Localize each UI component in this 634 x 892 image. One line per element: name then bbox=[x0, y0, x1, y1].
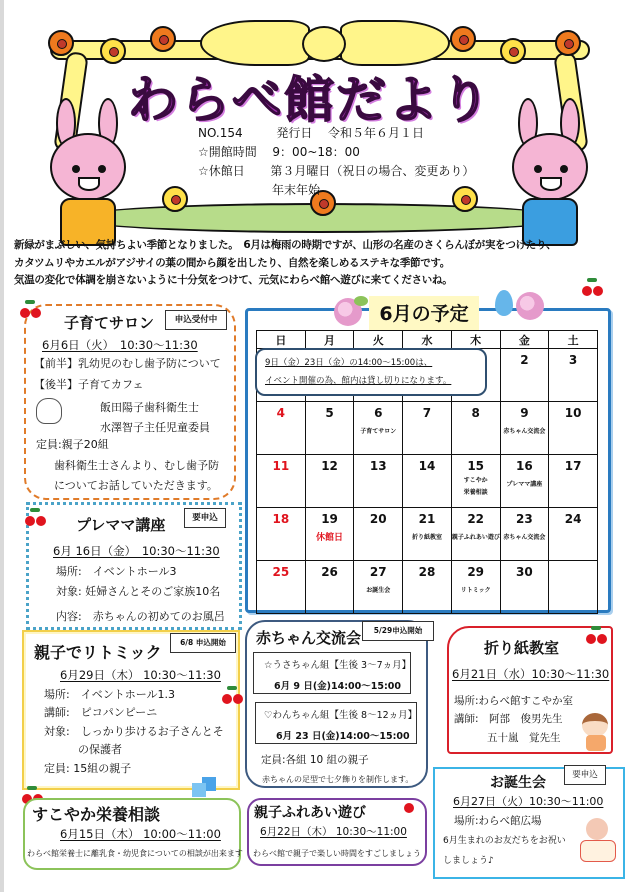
calendar-day-number: 15 bbox=[467, 459, 485, 473]
calendar-day-number: 24 bbox=[564, 512, 582, 526]
calendar-day-number: 29 bbox=[467, 565, 485, 579]
weekday-mon: 月 bbox=[305, 331, 354, 349]
weekday-wed: 水 bbox=[403, 331, 452, 349]
rhythmic-target: 対象: しっかり歩けるお子さんとそ bbox=[44, 725, 224, 738]
wan-group-date: 6月 23 日(金)14:00～15:00 bbox=[276, 731, 410, 742]
cherry-icon bbox=[586, 626, 608, 644]
salon-description: 歯科衛生士さんより、むし歯予防 bbox=[54, 459, 219, 472]
calendar-day-number: 21 bbox=[418, 512, 436, 526]
calendar-event: すこやか bbox=[463, 477, 488, 484]
calendar-day-number bbox=[549, 561, 597, 565]
nutrition-description: わらべ館栄養士に離乳食・幼児食についての相談が出来ます bbox=[27, 849, 243, 858]
calendar-day-number: 30 bbox=[516, 565, 533, 579]
salon-lecturer: 飯田陽子歯科衛生士 bbox=[100, 401, 199, 414]
hours-label: ☆開館時間 bbox=[198, 145, 257, 159]
calendar-day-cell bbox=[451, 402, 500, 455]
calendar-day-cell bbox=[451, 508, 500, 561]
flower-icon bbox=[100, 38, 126, 64]
nutrition-date: 6月15日（木） 10:00～11:00 bbox=[60, 827, 221, 841]
calendar-day-cell bbox=[500, 561, 549, 614]
bunny-cake-illustration bbox=[578, 814, 618, 866]
salon-title: 子育てサロン bbox=[64, 314, 155, 332]
calendar-day-number: 14 bbox=[418, 459, 436, 473]
calendar-day-cell bbox=[403, 508, 452, 561]
cherry-icon bbox=[582, 278, 604, 296]
calendar-week-row bbox=[257, 402, 598, 455]
issue-date-label: 発行日 bbox=[276, 126, 313, 140]
calendar-day-cell bbox=[257, 561, 306, 614]
intro-message bbox=[14, 237, 624, 290]
flower-icon bbox=[555, 30, 581, 56]
calendar-day-number: 11 bbox=[272, 459, 290, 473]
issue-number: NO.154 bbox=[198, 126, 243, 140]
calendar-day-cell bbox=[549, 561, 598, 614]
calendar-day-cell bbox=[500, 508, 549, 561]
calendar-day-number: 8 bbox=[471, 406, 480, 420]
rhythmic-target-2: の保護者 bbox=[78, 743, 122, 756]
premama-target: 対象: 妊婦さんとそのご家族10名 bbox=[56, 585, 221, 598]
calendar-day-number: 12 bbox=[321, 459, 338, 473]
weekday-sat: 土 bbox=[549, 331, 598, 349]
parent-child-play-title: 親子ふれあい遊び bbox=[254, 805, 366, 821]
calendar-day-cell bbox=[549, 402, 598, 455]
salon-tag: 申込受付中 bbox=[165, 310, 227, 330]
calendar-event: 休館日 bbox=[316, 533, 344, 543]
calendar-day-cell bbox=[354, 455, 403, 508]
wan-group-name: ♡わんちゃん組【生後 8～12ヵ月】 bbox=[264, 710, 418, 721]
premama-place: 場所: イベントホール3 bbox=[56, 565, 177, 578]
weekday-sun: 日 bbox=[257, 331, 306, 349]
calendar-day-cell bbox=[305, 508, 354, 561]
salon-date: 6月6日（火） 10:30～11:30 bbox=[42, 338, 198, 352]
salon-capacity: 定員:親子20組 bbox=[36, 438, 109, 451]
closed-days-2: 年末年始 bbox=[272, 183, 321, 197]
calendar-day-number: 20 bbox=[369, 512, 387, 526]
salon-lecturer: 水澤智子主任児童委員 bbox=[100, 421, 210, 434]
origami-teacher-2: 五十嵐 覚先生 bbox=[487, 732, 561, 744]
issue-date: 令和５年６月１日 bbox=[327, 126, 424, 140]
calendar-day-cell bbox=[549, 349, 598, 402]
calendar-day-cell bbox=[549, 455, 598, 508]
calendar-day-number: 7 bbox=[422, 406, 432, 420]
header-banner bbox=[20, 8, 620, 230]
calendar-event: 赤ちゃん交流会 bbox=[503, 428, 546, 435]
calendar-day-number: 25 bbox=[272, 565, 290, 579]
calendar-day-number: 26 bbox=[321, 565, 338, 579]
dancing-kids-illustration bbox=[190, 757, 230, 797]
calendar-notice-line: 9日（金）23日（金）の14:00～15:00は、 bbox=[265, 358, 433, 368]
closed-days: 第３月曜日（祝日の場合、変更あり） bbox=[270, 164, 475, 178]
calendar-day-number: 10 bbox=[564, 406, 582, 420]
girl-illustration bbox=[578, 713, 612, 753]
cherry-icon bbox=[20, 300, 42, 318]
calendar-title: 6月の予定 bbox=[369, 296, 479, 330]
newsletter-title: わらべ館だより bbox=[128, 71, 492, 129]
intro-line: 新緑がまぶしい、気持ちよい季節となりました。 6月は梅雨の時期ですが、山形の名産のさくらんぼが実をつけたり、 bbox=[14, 239, 557, 251]
issue-info bbox=[198, 124, 474, 200]
calendar-day-cell bbox=[305, 402, 354, 455]
baby-exchange-title: 赤ちゃん交流会 bbox=[256, 629, 362, 647]
weekday-thu: 木 bbox=[451, 331, 500, 349]
calendar-day-cell bbox=[354, 561, 403, 614]
calendar-event: プレママ講座 bbox=[506, 481, 543, 488]
calendar-event: リトミック bbox=[460, 587, 491, 594]
birthday-place: 場所:わらべ館広場 bbox=[454, 815, 542, 827]
rhythmic-place: 場所: イベントホール1.3 bbox=[44, 688, 175, 701]
salon-second-half: 【後半】子育てカフェ bbox=[34, 378, 144, 391]
calendar-day-cell bbox=[257, 508, 306, 561]
hydrangea-icon bbox=[516, 292, 544, 320]
premama-tag: 要申込 bbox=[184, 508, 226, 528]
calendar-day-number: 4 bbox=[276, 406, 286, 420]
opening-hours: 9：00~18：00 bbox=[272, 145, 360, 159]
calendar-day-number: 6 bbox=[374, 406, 383, 420]
usa-group-name: ☆うさちゃん組【生後 3～7ヵ月】 bbox=[264, 660, 412, 671]
flower-icon bbox=[162, 186, 188, 212]
baby-exchange-capacity: 定員:各組 10 組の親子 bbox=[261, 754, 369, 766]
rhythmic-title: 親子でリトミック bbox=[34, 643, 162, 662]
calendar-day-cell bbox=[257, 455, 306, 508]
calendar-day-cell bbox=[500, 349, 549, 402]
calendar-week-row bbox=[257, 561, 598, 614]
origami-teacher: 講師: 阿部 俊男先生 bbox=[454, 713, 563, 725]
calendar-day-number: 28 bbox=[418, 565, 436, 579]
flower-icon bbox=[500, 38, 526, 64]
calendar-day-cell bbox=[305, 561, 354, 614]
weekday-header-row bbox=[257, 331, 598, 349]
calendar-notice bbox=[255, 348, 487, 396]
weekday-tue: 火 bbox=[354, 331, 403, 349]
intro-line: 気温の変化で体調を崩さないように十分気をつけて、元気にわらべ館へ遊びに来てくださいね。 bbox=[14, 274, 453, 286]
birthday-date: 6月27日（火）10:30～11:00 bbox=[453, 795, 604, 808]
calendar-day-number: 17 bbox=[564, 459, 582, 473]
raindrop-character-icon bbox=[495, 290, 513, 316]
calendar-day-number: 5 bbox=[325, 406, 334, 420]
usa-group-date: 6月 9 日(金)14:00～15:00 bbox=[274, 681, 401, 692]
calendar-event: 栄養相談 bbox=[463, 489, 488, 496]
calendar-day-cell bbox=[451, 561, 500, 614]
calendar-day-cell bbox=[500, 455, 549, 508]
calendar-day-cell bbox=[305, 455, 354, 508]
calendar-day-number: 16 bbox=[516, 459, 533, 473]
origami-place: 場所:わらべ館すこやか室 bbox=[454, 695, 574, 707]
cherry-icon bbox=[25, 508, 47, 526]
calendar-week-row bbox=[257, 508, 598, 561]
premama-date: 6月 16日（金） 10:30～11:30 bbox=[53, 544, 220, 558]
closed-label: ☆休館日 bbox=[198, 164, 245, 178]
calendar-day-number: 27 bbox=[369, 565, 387, 579]
parent-child-play-date: 6月22日（木） 10:30～11:00 bbox=[260, 826, 407, 838]
premama-title: プレママ講座 bbox=[76, 516, 166, 534]
calendar-day-cell bbox=[403, 455, 452, 508]
bunny-boy-illustration bbox=[510, 98, 590, 248]
rhythmic-teacher: 講師: ピコパンピーニ bbox=[44, 706, 158, 719]
salon-first-half: 【前半】乳幼児のむし歯予防について bbox=[34, 357, 221, 370]
flower-icon bbox=[450, 26, 476, 52]
calendar-day-cell bbox=[354, 402, 403, 455]
birthday-tag: 要申込 bbox=[564, 765, 606, 785]
cherry-icon bbox=[404, 795, 418, 813]
calendar-event: お誕生会 bbox=[366, 587, 391, 594]
calendar-day-cell bbox=[403, 402, 452, 455]
premama-content: 内容: 赤ちゃんの初めてのお風呂 bbox=[56, 610, 225, 623]
calendar-day-cell bbox=[257, 402, 306, 455]
baby-exchange-tag: 5/29申込開始 bbox=[362, 621, 434, 641]
leaf-icon bbox=[354, 296, 368, 306]
salon-description: についてお話していただきます。 bbox=[54, 479, 218, 492]
calendar-event: 赤ちゃん交流会 bbox=[503, 534, 546, 541]
flower-icon bbox=[150, 26, 176, 52]
origami-date: 6月21日（水）10:30～11:30 bbox=[452, 667, 610, 681]
calendar-day-number: 13 bbox=[369, 459, 387, 473]
calendar-week-row bbox=[257, 455, 598, 508]
rhythmic-tag: 6/8 申込開始 bbox=[170, 633, 236, 653]
birthday-description: 6月生まれのお友だちをお祝い bbox=[443, 836, 566, 846]
calendar-day-cell bbox=[354, 508, 403, 561]
calendar-event: 子育てサロン bbox=[360, 428, 397, 435]
birthday-title: お誕生会 bbox=[490, 775, 546, 791]
parent-child-play-description: わらべ館で親子で楽しい時間をすごしましょう bbox=[253, 849, 421, 858]
weekday-fri: 金 bbox=[500, 331, 549, 349]
calendar-day-number: 18 bbox=[272, 512, 290, 526]
calendar-event: 折り紙教室 bbox=[411, 534, 442, 541]
bow-icon bbox=[302, 26, 346, 62]
calendar-day-number: 3 bbox=[568, 353, 578, 367]
calendar-notice-line: イベント開催の為、館内は貸し切りになります。 bbox=[265, 376, 452, 386]
page-edge bbox=[0, 0, 4, 892]
origami-title: 折り紙教室 bbox=[484, 639, 560, 657]
nutrition-title: すこやか栄養相談 bbox=[32, 805, 161, 824]
calendar-day-number: 9 bbox=[520, 406, 529, 420]
rhythmic-date: 6月29日（木） 10:30～11:30 bbox=[60, 668, 221, 682]
intro-line: カタツムリやカエルがアジサイの葉の間から顔を出したり、自然を楽しめるステキな季節です。 bbox=[14, 256, 450, 269]
calendar-day-cell bbox=[451, 455, 500, 508]
calendar-day-number: 2 bbox=[520, 353, 529, 367]
rhythmic-capacity: 定員: 15組の親子 bbox=[44, 762, 132, 775]
calendar-event: 親子ふれあい遊び bbox=[451, 534, 500, 541]
calendar-day-cell bbox=[403, 561, 452, 614]
calendar-day-number: 19 bbox=[321, 512, 338, 526]
flower-icon bbox=[48, 30, 74, 56]
calendar-day-number: 23 bbox=[516, 512, 533, 526]
calendar-day-number: 22 bbox=[467, 512, 485, 526]
baby-exchange-description: 赤ちゃんの足型で七夕飾りを制作します。 bbox=[262, 775, 414, 784]
calendar-day-cell bbox=[549, 508, 598, 561]
cherry-icon bbox=[222, 686, 244, 704]
calendar-day-cell bbox=[500, 402, 549, 455]
bunny-girl-illustration bbox=[48, 98, 128, 248]
birthday-description-2: しましょう♪ bbox=[443, 856, 494, 866]
tooth-icon bbox=[36, 398, 62, 424]
